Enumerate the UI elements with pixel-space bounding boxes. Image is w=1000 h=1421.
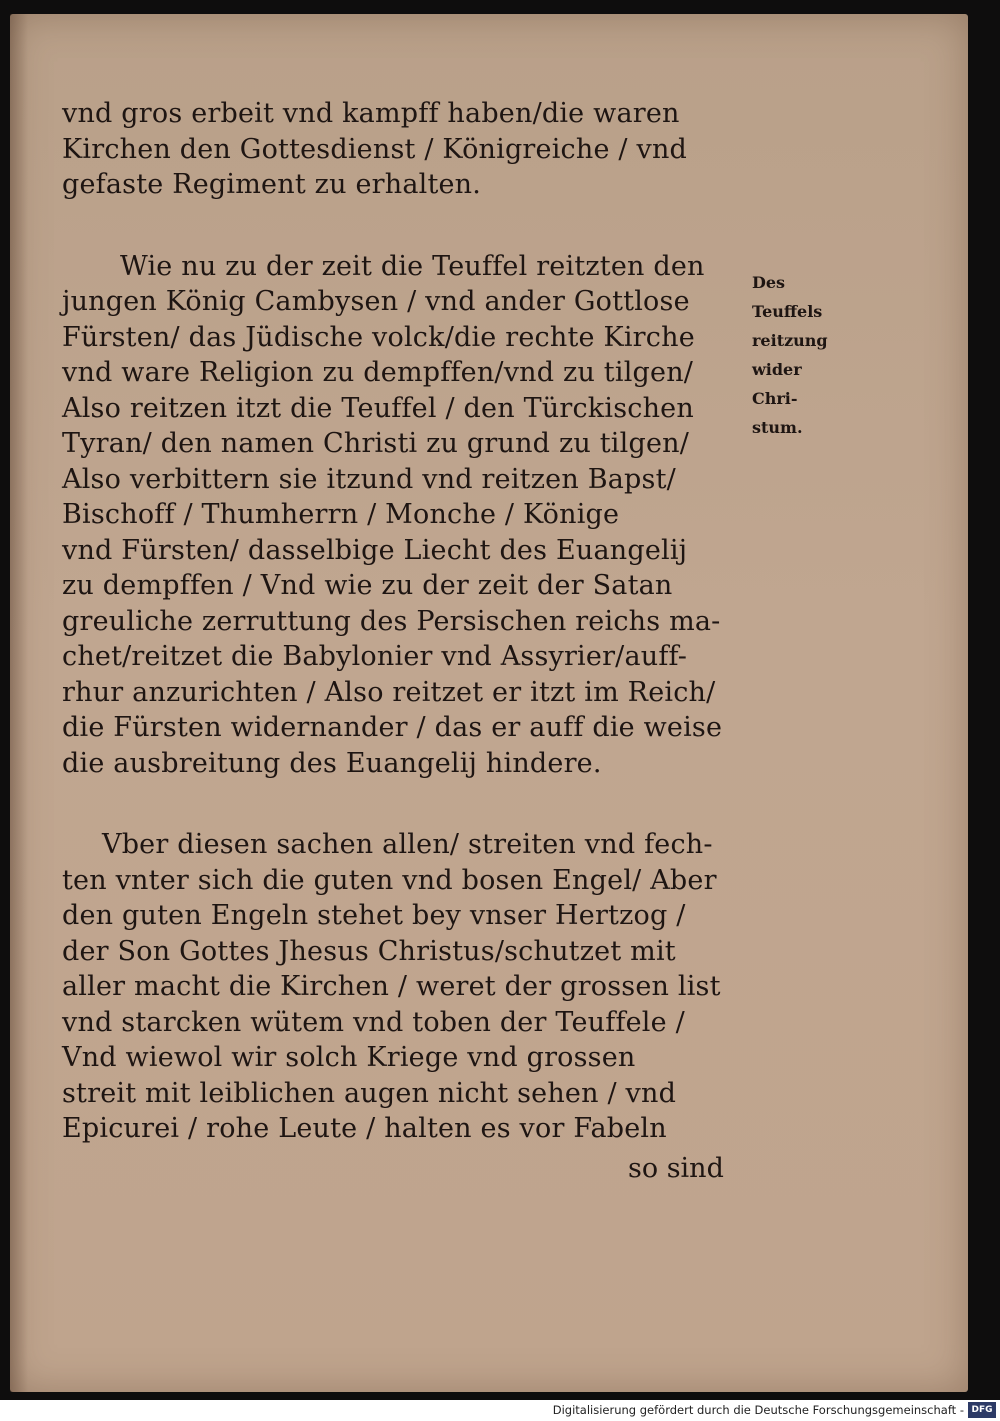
marginal-line: Chri- [752,389,798,408]
text-line: Vnd wiewol wir solch Kriege vnd grossen [62,1042,636,1073]
text-line: Fürsten/ das Jüdische volck/die rechte Kirche [62,321,695,353]
marginal-line: wider [752,360,802,379]
main-text-block [62,96,752,1147]
text-line: die ausbreitung des Euangelij hindere. [62,747,602,779]
text-line: Wie nu zu der zeit die Teuffel reitzten den [120,250,705,282]
text-line: den guten Engeln stehet bey vnser Hertzog / [62,900,686,931]
text-line: vnd gros erbeit vnd kampff haben/die waren [62,98,680,129]
text-line: die Fürsten widernander / das er auff die weise [62,712,723,743]
text-line: gefaste Regiment zu erhalten. [62,169,482,200]
dfg-logo: DFG [968,1402,996,1418]
text-line: vnd starcken wütem vnd toben der Teuffele / [62,1006,685,1038]
text-line: ten vnter sich die guten vnd bosen Engel/ Aber [62,864,717,896]
catchword: so sind [628,1153,724,1184]
text-line: Bischoff / Thumherrn / Monche / Könige [62,499,620,530]
digitization-footer [0,1400,1000,1421]
marginal-note [752,268,847,442]
paragraph-1 [62,96,752,203]
marginal-line: stum. [752,418,803,437]
page-gutter-shadow [10,14,28,1392]
text-line: Epicurei / rohe Leute / halten es vor Fabeln [62,1113,667,1144]
text-line: der Son Gottes Jhesus Christus/schutzet mit [62,935,676,967]
marginal-line: Teuffels [752,302,823,321]
text-line: Tyran/ den namen Christi zu grund zu tilgen/ [62,428,690,459]
text-line: Kirchen den Gottesdienst / Königreiche / vnd [62,133,688,165]
text-line: Also verbittern sie itzund vnd reitzen Bapst/ [62,463,676,495]
funding-notice: Digitalisierung gefördert durch die Deutsche Forschungsgemeinschaft - [552,1403,964,1417]
text-line: aller macht die Kirchen / weret der grossen list [62,971,721,1002]
text-line: chet/reitzet die Babylonier vnd Assyrier/auff- [62,641,688,672]
text-line: Vber diesen sachen allen/ streiten vnd fech- [102,829,713,860]
paragraph-2 [62,249,752,782]
marginal-line: reitzung [752,331,828,350]
text-line: vnd Fürsten/ dasselbige Liecht des Euangelij [62,534,688,566]
text-line: Also reitzen itzt die Teuffel / den Türckischen [62,392,694,424]
text-line: jungen König Cambysen / vnd ander Gottlose [62,286,690,317]
text-line: zu dempffen / Vnd wie zu der zeit der Satan [62,570,673,601]
text-line: rhur anzurichten / Also reitzet er itzt im Reich/ [62,676,716,708]
paragraph-3 [62,827,752,1147]
text-line: streit mit leiblichen augen nicht sehen / vnd [62,1077,677,1109]
marginal-line: Des [752,273,786,292]
text-line: greuliche zerruttung des Persischen reichs ma- [62,605,721,637]
text-line: vnd ware Religion zu dempffen/vnd zu tilgen/ [62,357,694,388]
